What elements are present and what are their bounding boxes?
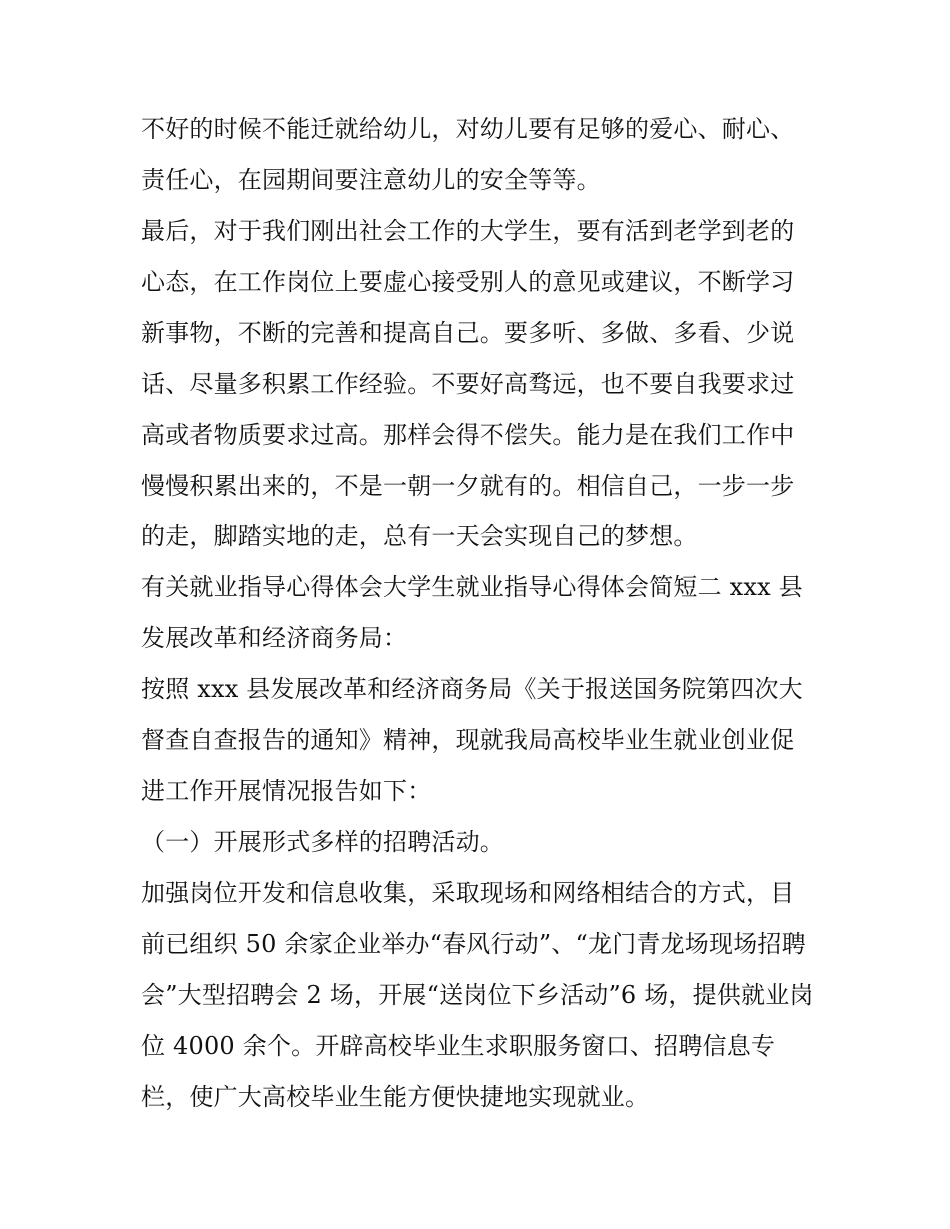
text-line: 不好的时候不能迁就给幼儿，对幼儿要有足够的爱心、耐心、 bbox=[141, 115, 795, 143]
section-heading: （一）开展形式多样的招聘活动。 bbox=[141, 828, 504, 856]
text-line: 按照 xxx 县发展改革和经济商务局《关于报送国务院第四次大 bbox=[141, 675, 803, 703]
text-line: 前已组织 50 余家企业举办“春风行动”、“龙门青龙场现场招聘 bbox=[141, 930, 806, 958]
text-line: 督查自查报告的通知》精神，现就我局高校毕业生就业创业促 bbox=[141, 726, 795, 754]
text-line: 进工作开展情况报告如下： bbox=[141, 777, 432, 805]
text-line: 加强岗位开发和信息收集，采取现场和网络相结合的方式，目 bbox=[141, 879, 795, 907]
text-line: 最后，对于我们刚出社会工作的大学生，要有活到老学到老的 bbox=[141, 217, 795, 245]
text-line: 位 4000 余个。开辟高校毕业生求职服务窗口、招聘信息专 bbox=[141, 1032, 776, 1060]
text-line: 栏，使广大高校毕业生能方便快捷地实现就业。 bbox=[141, 1083, 650, 1111]
text-line: 慢慢积累出来的，不是一朝一夕就有的。相信自己，一步一步 bbox=[141, 472, 795, 500]
text-line: 会”大型招聘会 2 场，开展“送岗位下乡活动”6 场，提供就业岗 bbox=[141, 981, 814, 1009]
text-line: 高或者物质要求过高。那样会得不偿失。能力是在我们工作中 bbox=[141, 421, 795, 449]
text-line: 话、尽量多积累工作经验。不要好高骛远，也不要自我要求过 bbox=[141, 370, 795, 398]
text-line: 有关就业指导心得体会大学生就业指导心得体会简短二 xxx 县 bbox=[141, 573, 803, 601]
text-line: 心态，在工作岗位上要虚心接受别人的意见或建议，不断学习 bbox=[141, 268, 795, 296]
text-line: 发展改革和经济商务局： bbox=[141, 624, 408, 652]
text-line: 新事物，不断的完善和提高自己。要多听、多做、多看、少说 bbox=[141, 319, 795, 347]
text-line: 责任心，在园期间要注意幼儿的安全等等。 bbox=[141, 166, 601, 194]
text-line: 的走，脚踏实地的走，总有一天会实现自己的梦想。 bbox=[141, 522, 698, 550]
